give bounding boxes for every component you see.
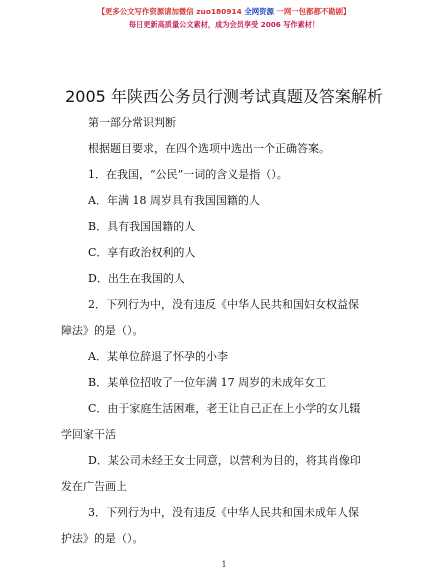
banner-wechat-id: zuo180914 — [196, 7, 242, 16]
page-number: 1 — [221, 560, 227, 569]
q2-option-b: B．某单位招收了一位年满 17 周岁的未成年女工 — [88, 376, 327, 389]
instructions: 根据题目要求，在四个选项中选出一个正确答案。 — [88, 142, 330, 155]
banner-text-c: 全网资源 — [244, 7, 274, 16]
promo-banner-line-1 — [0, 6, 448, 17]
q2-option-d-line-1: D．某公司未经王女士同意，以营利为目的，将其肖像印 — [88, 454, 361, 467]
section-heading: 第一部分常识判断 — [88, 116, 176, 129]
q1-option-c: C．享有政治权利的人 — [88, 246, 196, 259]
document-title: 2005 年陕西公务员行测考试真题及答案解析 — [65, 87, 383, 106]
q1-option-d: D．出生在我国的人 — [88, 272, 185, 285]
question-3-line-2: 护法》的是（）。 — [61, 532, 144, 545]
promo-banner-line-2: 每日更新高质量公文素材，成为会员享受 2006 写作素材！ — [128, 20, 320, 29]
q2-option-c-line-1: C．由于家庭生活困难，老王让自己正在上小学的女儿辍 — [88, 402, 361, 415]
q2-option-c-line-2: 学回家干活 — [61, 428, 116, 441]
q1-option-a: A．年满 18 周岁具有我国国籍的人 — [88, 194, 260, 207]
banner-bracket-open: 【 — [97, 7, 105, 16]
question-1: 1．在我国，“公民”一词的含义是指（）。 — [88, 168, 288, 181]
q1-option-b: B．具有我国国籍的人 — [88, 220, 196, 233]
q2-option-d-line-2: 发在广告画上 — [61, 480, 127, 493]
banner-text-d: 一网一包都都不勘剧 — [276, 7, 344, 16]
question-2-line-1: 2．下列行为中，没有违反《中华人民共和国妇女权益保 — [88, 298, 359, 311]
q2-option-a: A．某单位辞退了怀孕的小李 — [88, 350, 228, 363]
banner-bracket-close: 】 — [343, 7, 351, 16]
banner-text-a: 更多公文写作资源请加微信 — [104, 7, 194, 16]
question-3-line-1: 3．下列行为中，没有违反《中华人民共和国未成年人保 — [88, 506, 359, 519]
question-2-line-2: 障法》的是（）。 — [61, 324, 144, 337]
